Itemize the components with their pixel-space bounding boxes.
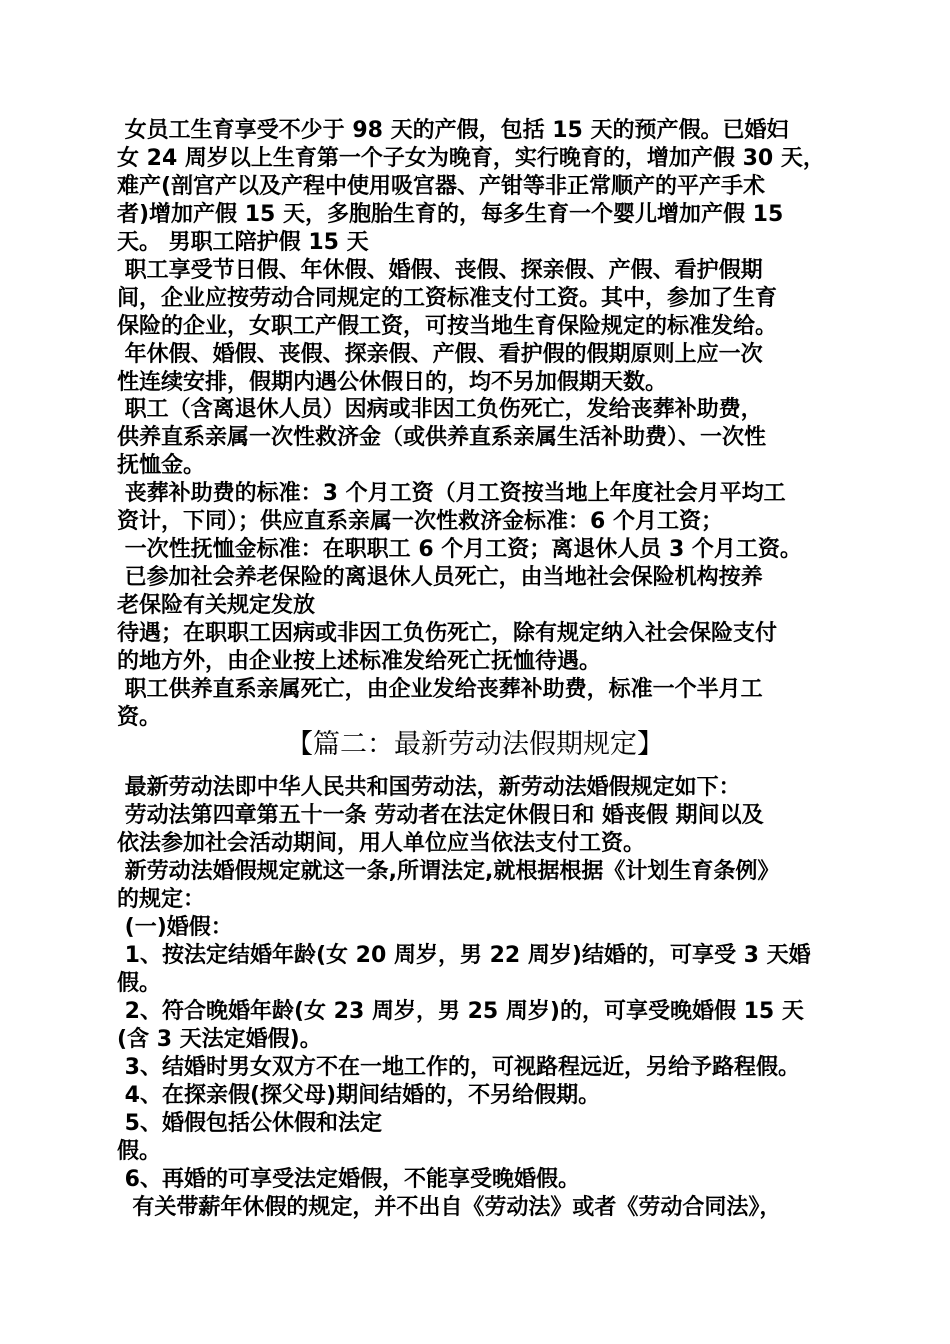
paragraph-line: 假。 xyxy=(117,1139,162,1164)
paragraph-line: 资。 xyxy=(117,705,162,730)
paragraph-line: 3、结婚时男女双方不在一地工作的，可视路程远近，另给予路程假。 xyxy=(117,1055,800,1080)
paragraph-line: 5、婚假包括公休假和法定 xyxy=(117,1111,382,1136)
paragraph-line: 资计，下同）；供应直系亲属一次性救济金标准：6 个月工资； xyxy=(117,509,723,534)
paragraph-line: 4、在探亲假(探父母)期间结婚的，不另给假期。 xyxy=(117,1083,601,1108)
paragraph-line: 一次性抚恤金标准：在职职工 6 个月工资；离退休人员 3 个月工资。 xyxy=(117,537,802,562)
paragraph-line: 已参加社会养老保险的离退休人员死亡，由当地社会保险机构按养 xyxy=(117,565,763,590)
paragraph-line: 职工（含离退休人员）因病或非因工负伤死亡，发给丧葬补助费， xyxy=(117,397,763,422)
paragraph-line: 假。 xyxy=(117,971,162,996)
paragraph-line: 保险的企业，女职工产假工资，可按当地生育保险规定的标准发给。 xyxy=(117,314,778,339)
paragraph-line: 女员工生育享受不少于 98 天的产假，包括 15 天的预产假。已婚妇 xyxy=(117,118,789,143)
paragraph-line: 供养直系亲属一次性救济金（或供养直系亲属生活补助费）、一次性 xyxy=(117,425,767,450)
paragraph-line: 职工享受节日假、年休假、婚假、丧假、探亲假、产假、看护假期 xyxy=(117,258,763,283)
paragraph-line: (含 3 天法定婚假)。 xyxy=(117,1027,322,1052)
paragraph-line: 者)增加产假 15 天，多胞胎生育的，每多生育一个婴儿增加产假 15 xyxy=(117,202,784,227)
paragraph-line: 最新劳动法即中华人民共和国劳动法，新劳动法婚假规定如下： xyxy=(117,775,741,800)
paragraph-line: 有关带薪年休假的规定，并不出自《劳动法》或者《劳动合同法》， xyxy=(117,1195,782,1220)
paragraph-line: (一)婚假： xyxy=(117,915,233,940)
paragraph-line: 劳动法第四章第五十一条 劳动者在法定休假日和 婚丧假 期间以及 xyxy=(117,803,764,828)
paragraph-line: 待遇；在职职工因病或非因工负伤死亡，除有规定纳入社会保险支付 xyxy=(117,621,778,646)
section-heading: 【篇二：最新劳动法假期规定】 xyxy=(286,729,664,760)
paragraph-line: 2、符合晚婚年龄(女 23 周岁，男 25 周岁)的，可享受晚婚假 15 天 xyxy=(117,999,804,1024)
paragraph-line: 丧葬补助费的标准：3 个月工资（月工资按当地上年度社会月平均工 xyxy=(117,481,786,506)
paragraph-line: 老保险有关规定发放 xyxy=(117,593,316,618)
paragraph-line: 6、再婚的可享受法定婚假，不能享受晚婚假。 xyxy=(117,1167,580,1192)
paragraph-line: 难产(剖宫产以及产程中使用吸宫器、产钳等非正常顺产的平产手术 xyxy=(117,174,766,199)
paragraph-line: 新劳动法婚假规定就这一条,所谓法定,就根据根据《计划生育条例》 xyxy=(117,859,780,884)
paragraph-line: 1、按法定结婚年龄(女 20 周岁，男 22 周岁)结婚的，可享受 3 天婚 xyxy=(117,943,811,968)
paragraph-line: 的地方外，由企业按上述标准发给死亡抚恤待遇。 xyxy=(117,649,602,674)
paragraph-line: 的规定： xyxy=(117,887,206,912)
paragraph-line: 性连续安排，假期内遇公休假日的，均不另加假期天数。 xyxy=(117,370,668,395)
paragraph-line: 年休假、婚假、丧假、探亲假、产假、看护假的假期原则上应一次 xyxy=(117,342,763,367)
paragraph-line: 天。 男职工陪护假 15 天 xyxy=(117,230,369,255)
paragraph-line: 女 24 周岁以上生育第一个子女为晚育，实行晚育的，增加产假 30 天， xyxy=(117,146,825,171)
paragraph-line: 依法参加社会活动期间，用人单位应当依法支付工资。 xyxy=(117,831,646,856)
paragraph-line: 间，企业应按劳动合同规定的工资标准支付工资。其中，参加了生育 xyxy=(117,286,778,311)
paragraph-line: 职工供养直系亲属死亡，由企业发给丧葬补助费，标准一个半月工 xyxy=(117,677,763,702)
paragraph-line: 抚恤金。 xyxy=(117,453,206,478)
